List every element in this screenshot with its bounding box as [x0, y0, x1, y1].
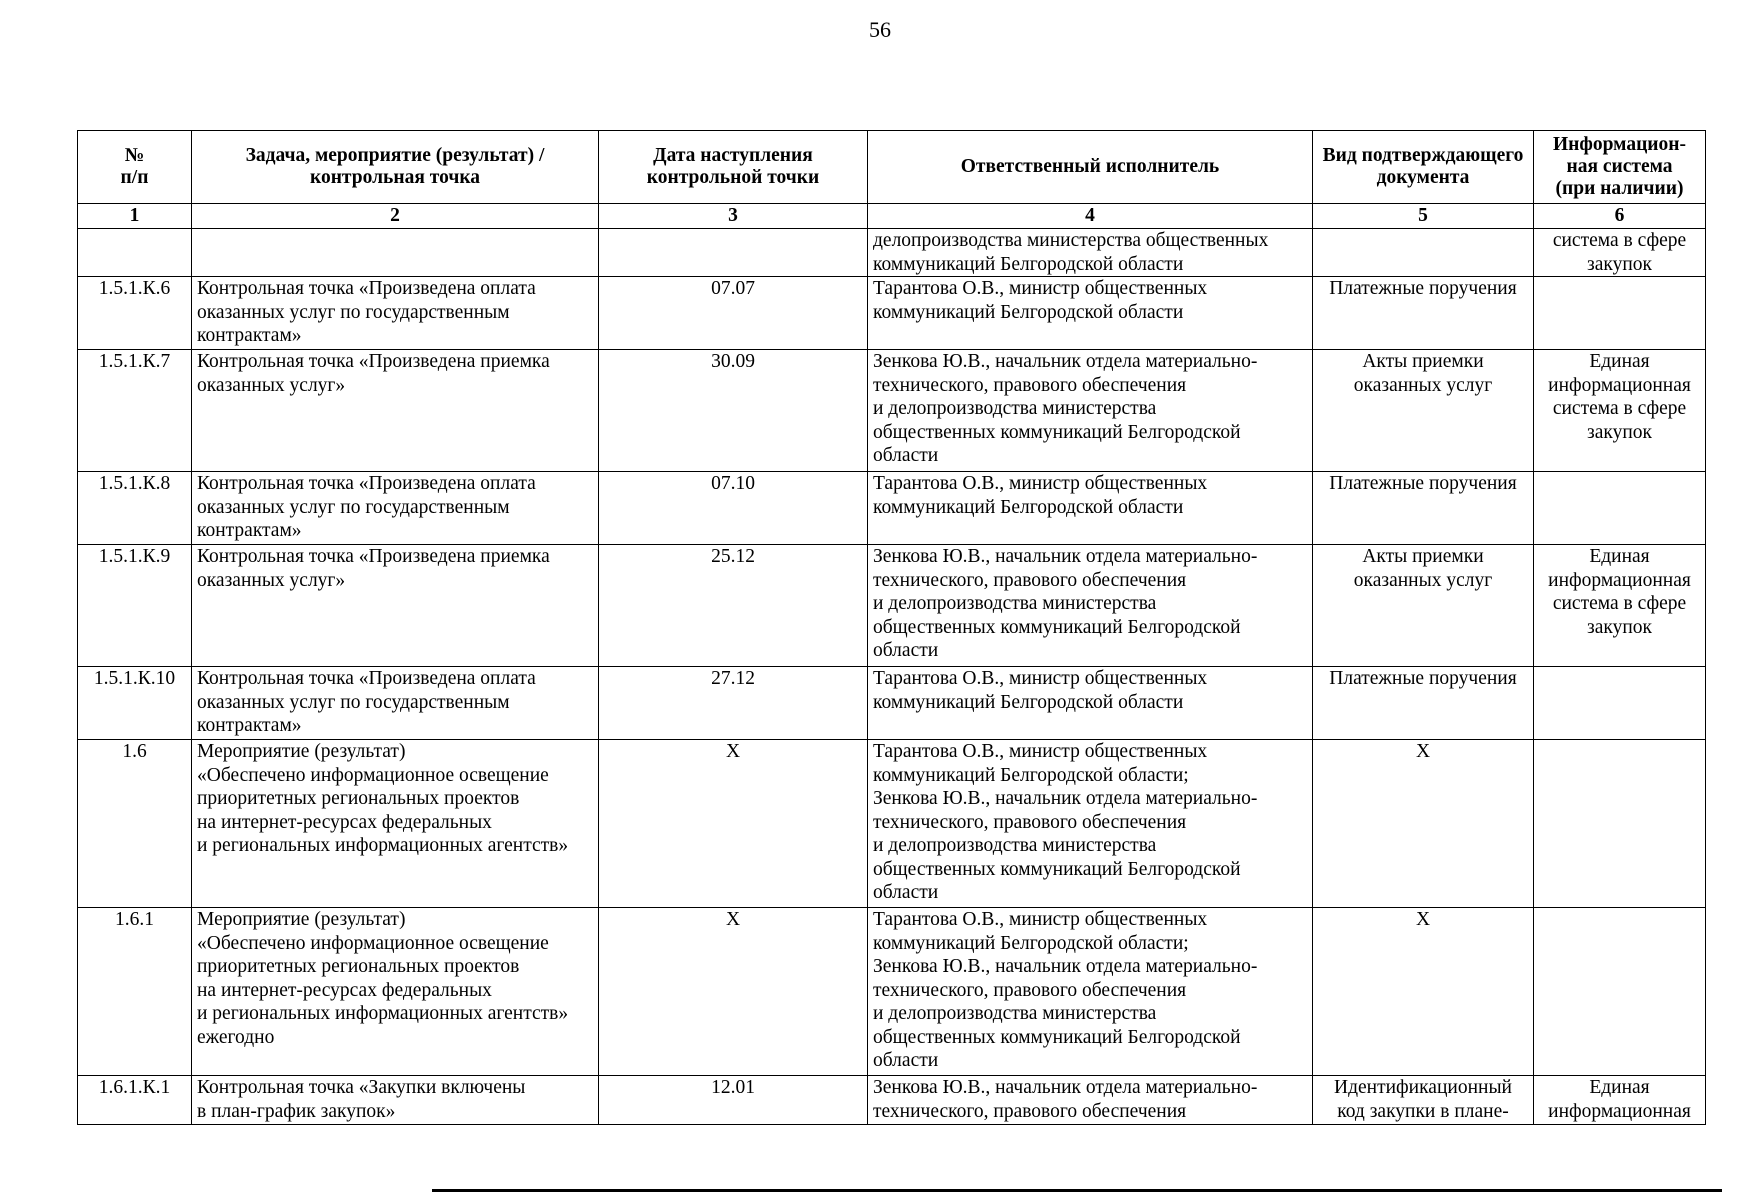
bottom-rule — [432, 1189, 1722, 1192]
column-number: 6 — [1534, 204, 1706, 229]
control-points-table — [77, 130, 1706, 1125]
column-number: 5 — [1313, 204, 1534, 229]
row-task: Мероприятие (результат) «Обеспечено информационное освещение приоритетных региональных проектов на интернет-ресурсах федеральных и региональных информационных агентств» — [192, 740, 599, 908]
row-info-system — [1534, 472, 1706, 545]
row-number: 1.6.1 — [78, 908, 192, 1076]
row-info-system — [1534, 740, 1706, 908]
row-task: Контрольная точка «Произведена приемка оказанных услуг» — [192, 350, 599, 472]
row-number: 1.5.1.К.7 — [78, 350, 192, 472]
table-row — [78, 1076, 1706, 1125]
row-document: Платежные поручения — [1313, 472, 1534, 545]
row-info-system: Единая информационная система в сфере закупок — [1534, 545, 1706, 667]
row-info-system — [1534, 667, 1706, 740]
header-task: Задача, мероприятие (результат) / контрольная точка — [192, 131, 599, 204]
row-executor: делопроизводства министерства общественных коммуникаций Белгородской области — [868, 229, 1313, 277]
header-document: Вид подтверждающего документа — [1313, 131, 1534, 204]
table-row — [78, 277, 1706, 350]
row-task: Контрольная точка «Закупки включены в план-график закупок» — [192, 1076, 599, 1125]
row-executor: Тарантова О.В., министр общественных коммуникаций Белгородской области — [868, 472, 1313, 545]
row-executor: Тарантова О.В., министр общественных коммуникаций Белгородской области — [868, 277, 1313, 350]
table-row — [78, 908, 1706, 1076]
row-document: Акты приемки оказанных услуг — [1313, 545, 1534, 667]
row-executor: Тарантова О.В., министр общественных коммуникаций Белгородской области — [868, 667, 1313, 740]
row-date — [599, 229, 868, 277]
row-task: Контрольная точка «Произведена приемка оказанных услуг» — [192, 545, 599, 667]
header-number: № п/п — [78, 131, 192, 204]
table-row — [78, 229, 1706, 277]
row-document: Идентификационный код закупки в плане- — [1313, 1076, 1534, 1125]
row-task: Мероприятие (результат) «Обеспечено информационное освещение приоритетных региональных проектов на интернет-ресурсах федеральных и региональных информационных агентств» ежегодно — [192, 908, 599, 1076]
row-task — [192, 229, 599, 277]
row-date: Х — [599, 740, 868, 908]
row-document: Х — [1313, 908, 1534, 1076]
table-row — [78, 545, 1706, 667]
table-row — [78, 350, 1706, 472]
row-date: 27.12 — [599, 667, 868, 740]
column-number: 2 — [192, 204, 599, 229]
column-number: 1 — [78, 204, 192, 229]
column-number: 3 — [599, 204, 868, 229]
row-date: 30.09 — [599, 350, 868, 472]
row-date: 07.07 — [599, 277, 868, 350]
table-row — [78, 740, 1706, 908]
row-number: 1.6.1.К.1 — [78, 1076, 192, 1125]
header-date: Дата наступления контрольной точки — [599, 131, 868, 204]
row-document — [1313, 229, 1534, 277]
table-row — [78, 667, 1706, 740]
header-info-system: Информацион- ная система (при наличии) — [1534, 131, 1706, 204]
row-number: 1.6 — [78, 740, 192, 908]
row-executor: Тарантова О.В., министр общественных коммуникаций Белгородской области; Зенкова Ю.В., начальник отдела материально- технического, правового обеспечения и делопроизводства министерства общественных коммуникаций Белгородской области — [868, 908, 1313, 1076]
row-document: Платежные поручения — [1313, 277, 1534, 350]
column-number-row — [78, 204, 1706, 229]
column-number: 4 — [868, 204, 1313, 229]
header-row — [78, 131, 1706, 204]
row-info-system — [1534, 277, 1706, 350]
row-date: 25.12 — [599, 545, 868, 667]
row-task: Контрольная точка «Произведена оплата оказанных услуг по государственным контрактам» — [192, 472, 599, 545]
row-executor: Зенкова Ю.В., начальник отдела материально- технического, правового обеспечения и делопроизводства министерства общественных коммуникаций Белгородской области — [868, 545, 1313, 667]
row-document: Х — [1313, 740, 1534, 908]
row-date: 12.01 — [599, 1076, 868, 1125]
table-row — [78, 472, 1706, 545]
row-task: Контрольная точка «Произведена оплата оказанных услуг по государственным контрактам» — [192, 277, 599, 350]
row-info-system — [1534, 908, 1706, 1076]
row-executor: Зенкова Ю.В., начальник отдела материально- технического, правового обеспечения — [868, 1076, 1313, 1125]
row-number: 1.5.1.К.8 — [78, 472, 192, 545]
row-date: Х — [599, 908, 868, 1076]
page-number: 56 — [869, 17, 891, 42]
row-number — [78, 229, 192, 277]
row-info-system: система в сфере закупок — [1534, 229, 1706, 277]
row-executor: Зенкова Ю.В., начальник отдела материально- технического, правового обеспечения и делопроизводства министерства общественных коммуникаций Белгородской области — [868, 350, 1313, 472]
row-number: 1.5.1.К.10 — [78, 667, 192, 740]
row-document: Платежные поручения — [1313, 667, 1534, 740]
row-task: Контрольная точка «Произведена оплата оказанных услуг по государственным контрактам» — [192, 667, 599, 740]
row-date: 07.10 — [599, 472, 868, 545]
row-document: Акты приемки оказанных услуг — [1313, 350, 1534, 472]
row-number: 1.5.1.К.6 — [78, 277, 192, 350]
row-info-system: Единая информационная — [1534, 1076, 1706, 1125]
row-number: 1.5.1.К.9 — [78, 545, 192, 667]
header-executor: Ответственный исполнитель — [868, 131, 1313, 204]
row-info-system: Единая информационная система в сфере закупок — [1534, 350, 1706, 472]
row-executor: Тарантова О.В., министр общественных коммуникаций Белгородской области; Зенкова Ю.В., начальник отдела материально- технического, правового обеспечения и делопроизводства министерства общественных коммуникаций Белгородской области — [868, 740, 1313, 908]
